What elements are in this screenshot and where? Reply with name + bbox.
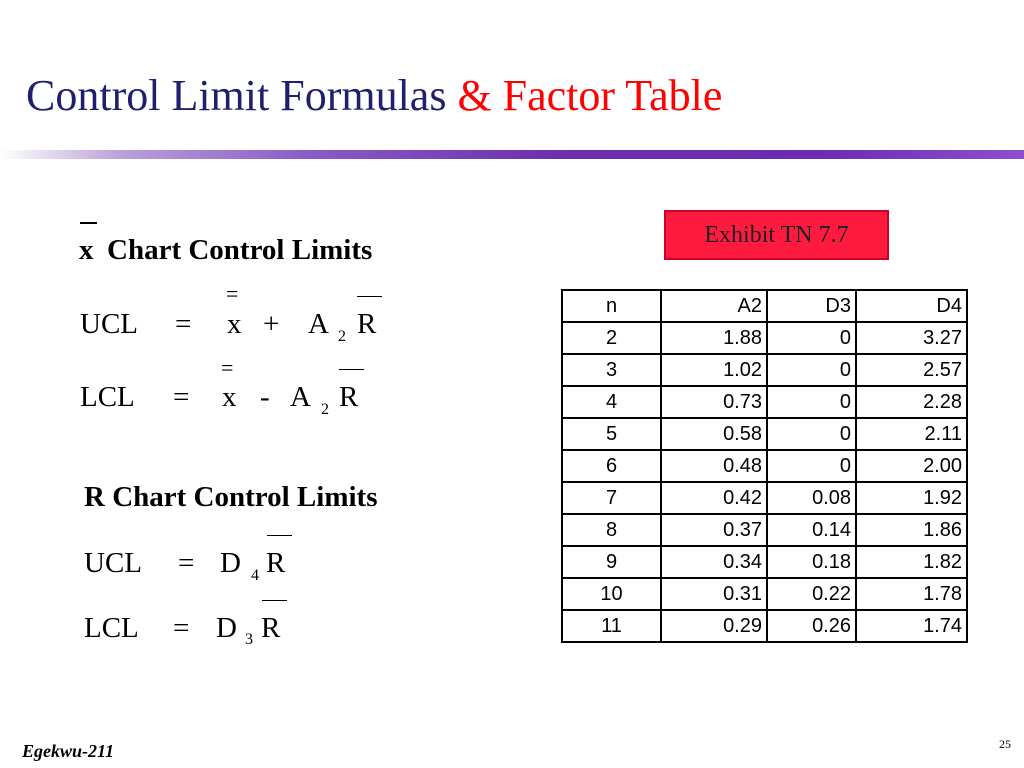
table-header-row bbox=[562, 290, 967, 322]
title-divider-bar bbox=[0, 150, 1024, 159]
xbar-ucl-rbar: R bbox=[357, 308, 377, 340]
table-cell: 0 bbox=[767, 450, 856, 482]
xbar-lcl-equals: = bbox=[173, 381, 190, 413]
xbar-lcl-double-bar: = bbox=[221, 355, 234, 380]
xbar-ucl-operator: + bbox=[263, 308, 280, 340]
table-cell: 1.88 bbox=[661, 322, 767, 354]
table-cell: 0.14 bbox=[767, 514, 856, 546]
table-header-cell: A2 bbox=[661, 290, 767, 322]
table-row bbox=[562, 482, 967, 514]
xbar-lcl-factor: A bbox=[290, 381, 311, 413]
rchart-ucl-subscript: 4 bbox=[251, 567, 259, 584]
xbar-ucl-double-bar: = bbox=[226, 281, 239, 306]
table-cell: 3 bbox=[562, 354, 661, 386]
table-cell: 0.42 bbox=[661, 482, 767, 514]
xbar-heading-text: Chart Control Limits bbox=[107, 234, 373, 266]
table-cell: 0 bbox=[767, 386, 856, 418]
table-row bbox=[562, 322, 967, 354]
table-row bbox=[562, 450, 967, 482]
table-cell: 7 bbox=[562, 482, 661, 514]
table-cell: 1.86 bbox=[856, 514, 967, 546]
rchart-lcl-factor: D bbox=[216, 612, 237, 644]
exhibit-label: Exhibit TN 7.7 bbox=[664, 210, 889, 260]
table-row bbox=[562, 354, 967, 386]
slide-title bbox=[26, 70, 722, 121]
xbar-lcl-label: LCL bbox=[80, 381, 135, 413]
xbar-ucl-subscript: 2 bbox=[338, 328, 346, 345]
table-cell: 1.74 bbox=[856, 610, 967, 642]
table-cell: 2.28 bbox=[856, 386, 967, 418]
rchart-ucl-label: UCL bbox=[84, 547, 142, 579]
rchart-lcl-equals: = bbox=[173, 612, 190, 644]
table-header-cell: D4 bbox=[856, 290, 967, 322]
table-cell: 0.73 bbox=[661, 386, 767, 418]
table-cell: 6 bbox=[562, 450, 661, 482]
table-cell: 0.34 bbox=[661, 546, 767, 578]
title-accent: & Factor Table bbox=[457, 71, 723, 120]
table-cell: 2.00 bbox=[856, 450, 967, 482]
xbar-lcl-xbar: x bbox=[222, 381, 237, 413]
table-cell: 0.29 bbox=[661, 610, 767, 642]
table-header-cell: D3 bbox=[767, 290, 856, 322]
table-row bbox=[562, 610, 967, 642]
table-cell: 0 bbox=[767, 418, 856, 450]
table-header-cell: n bbox=[562, 290, 661, 322]
rchart-heading: R Chart Control Limits bbox=[84, 481, 378, 513]
rchart-ucl-factor: D bbox=[220, 547, 241, 579]
table-cell: 2 bbox=[562, 322, 661, 354]
table-row bbox=[562, 514, 967, 546]
table-cell: 2.57 bbox=[856, 354, 967, 386]
table-cell: 3.27 bbox=[856, 322, 967, 354]
table-cell: 10 bbox=[562, 578, 661, 610]
table-cell: 9 bbox=[562, 546, 661, 578]
rchart-ucl-equals: = bbox=[178, 547, 195, 579]
table-cell: 0 bbox=[767, 354, 856, 386]
table-cell: 4 bbox=[562, 386, 661, 418]
rchart-lcl-subscript: 3 bbox=[245, 631, 253, 648]
xbar-ucl-rbar-overbar bbox=[357, 296, 382, 297]
xbar-lcl-operator: - bbox=[260, 381, 270, 413]
table-cell: 0.31 bbox=[661, 578, 767, 610]
table-cell: 0.48 bbox=[661, 450, 767, 482]
factor-table bbox=[561, 289, 968, 643]
table-cell: 2.11 bbox=[856, 418, 967, 450]
xbar-heading-overbar bbox=[80, 222, 97, 224]
title-main: Control Limit Formulas bbox=[26, 71, 447, 120]
rchart-ucl-rbar-overbar bbox=[267, 535, 292, 536]
rchart-lcl-rbar-overbar bbox=[262, 600, 287, 601]
table-cell: 0 bbox=[767, 322, 856, 354]
footer-author: Egekwu-211 bbox=[22, 741, 115, 761]
table-cell: 0.26 bbox=[767, 610, 856, 642]
table-cell: 8 bbox=[562, 514, 661, 546]
rchart-lcl-label: LCL bbox=[84, 612, 139, 644]
table-row bbox=[562, 578, 967, 610]
rchart-lcl-rbar: R bbox=[261, 612, 281, 644]
table-cell: 11 bbox=[562, 610, 661, 642]
xbar-lcl-rbar: R bbox=[339, 381, 359, 413]
page-number: 25 bbox=[999, 737, 1011, 751]
table-cell: 0.58 bbox=[661, 418, 767, 450]
xbar-lcl-subscript: 2 bbox=[321, 401, 329, 418]
xbar-ucl-label: UCL bbox=[80, 308, 138, 340]
xbar-ucl-equals: = bbox=[175, 308, 192, 340]
xbar-heading-symbol: x bbox=[79, 234, 94, 266]
table-cell: 0.08 bbox=[767, 482, 856, 514]
table-row bbox=[562, 386, 967, 418]
rchart-ucl-rbar: R bbox=[266, 547, 286, 579]
table-cell: 1.92 bbox=[856, 482, 967, 514]
table-cell: 1.02 bbox=[661, 354, 767, 386]
xbar-ucl-xbar: x bbox=[227, 308, 242, 340]
table-cell: 0.37 bbox=[661, 514, 767, 546]
xbar-lcl-rbar-overbar bbox=[339, 369, 364, 370]
table-row bbox=[562, 546, 967, 578]
table-cell: 5 bbox=[562, 418, 661, 450]
table-cell: 1.82 bbox=[856, 546, 967, 578]
xbar-ucl-factor: A bbox=[308, 308, 329, 340]
table-row bbox=[562, 418, 967, 450]
table-cell: 0.22 bbox=[767, 578, 856, 610]
table-cell: 1.78 bbox=[856, 578, 967, 610]
table-cell: 0.18 bbox=[767, 546, 856, 578]
